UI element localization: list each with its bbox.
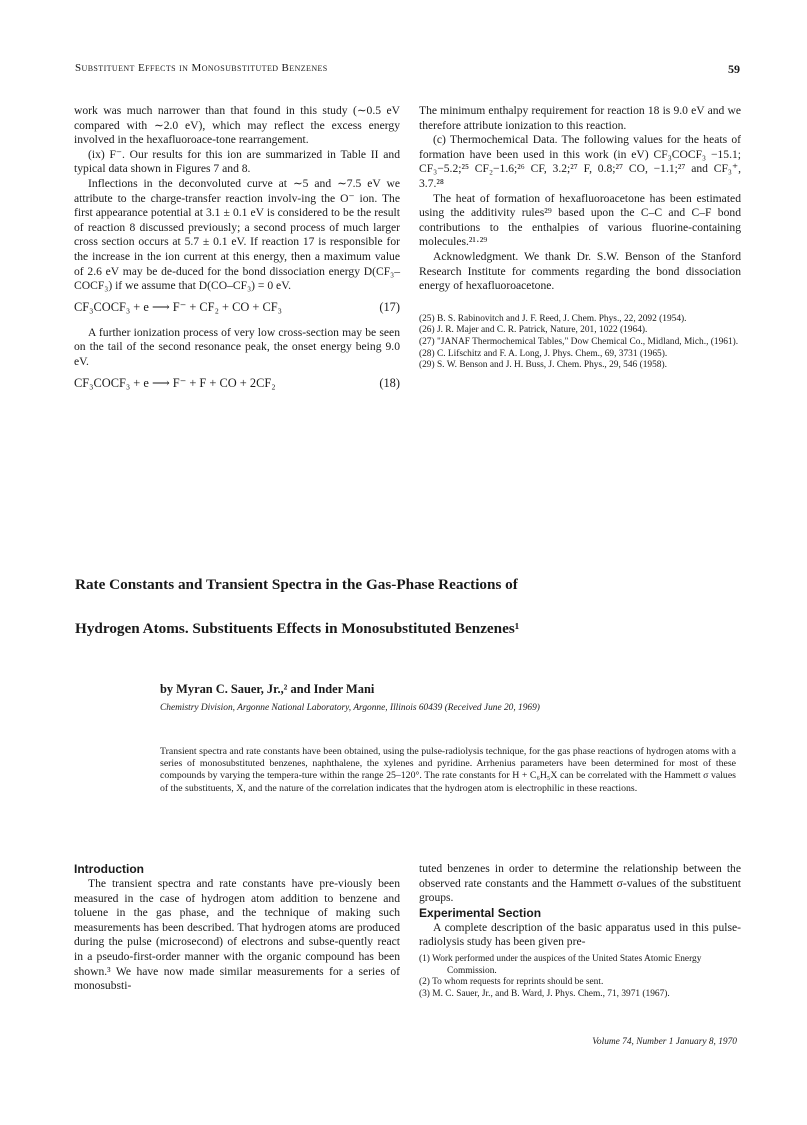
section-heading-experimental: Experimental Section bbox=[419, 905, 542, 920]
abstract: Transient spectra and rate constants have been obtained, using the pulse-radiolysis technique, for the gas phase reactions of hydrogen atoms with a series of monosubstituted benzenes, naphthalene, the xylenes and pyridine. Arrhenius parameters have been determined for most of these compounds by varying the tempera-ture within the range 25–120°. The rate constants for H + C₆H₅X can be correlated with the Hammett σ values of the substituents, X, and the nature of the correlation indicates that the hydrogen atom is electrophilic in these reactions. bbox=[160, 746, 736, 794]
top-right-column bbox=[419, 104, 741, 372]
acknowledgment: Acknowledgment. We thank Dr. S.W. Benson of the Stanford Research Institute for comments regarding the bond dissociation energy of hexafluoroacetone. bbox=[419, 249, 741, 293]
running-title: Substituent Effects in Monosubstituted Benzenes bbox=[75, 62, 328, 74]
bottom-left-column bbox=[74, 862, 400, 994]
authors: by Myran C. Sauer, Jr.,² and Inder Mani bbox=[160, 682, 375, 696]
running-header bbox=[75, 62, 740, 78]
footnotes-bottom bbox=[419, 954, 741, 1000]
footnote: (26) J. R. Majer and C. R. Patrick, Nature, 201, 1022 (1964). bbox=[419, 325, 648, 336]
page-number: 59 bbox=[728, 62, 740, 76]
title-line: Hydrogen Atoms. Substituents Effects in Monosubstituted Benzenes¹ bbox=[75, 620, 520, 637]
paragraph: work was much narrower than that found in this study (∼0.5 eV compared with ∼2.0 eV), which may reflect the excess energy involved in the hexafluoroace-tone rearrangement. bbox=[74, 104, 400, 147]
equation-text: CF₃COCF₃ + e ⟶ F⁻ + CF₂ + CO + CF₃ bbox=[74, 299, 282, 314]
footnote: (3) M. C. Sauer, Jr., and B. Ward, J. Phys. Chem., 71, 3971 (1967). bbox=[419, 988, 670, 999]
paragraph: (c) Thermochemical Data. The following values for the heats of formation have been used in this work (in eV) CF₃COCF₃ −15.1; CF₃−5.2;²⁵ CF₂−1.6;²⁶ CF, 3.2;²⁷ F, 0.8;²⁷ CO, −1.1;²⁷ and CF₃⁺, 3.7.²⁸ bbox=[419, 133, 741, 190]
footnote: (28) C. Lifschitz and F. A. Long, J. Phys. Chem., 69, 3731 (1965). bbox=[419, 348, 668, 359]
title-line: Rate Constants and Transient Spectra in the Gas-Phase Reactions of bbox=[75, 576, 518, 593]
bottom-right-column bbox=[419, 862, 741, 1000]
article-title bbox=[75, 575, 745, 639]
paragraph: The minimum enthalpy requirement for reaction 18 is 9.0 eV and we therefore attribute ionization to this reaction. bbox=[419, 104, 741, 132]
equation-number: (18) bbox=[379, 375, 400, 390]
equation-18 bbox=[74, 376, 400, 394]
equation-17 bbox=[74, 300, 400, 318]
footnote: (1) Work performed under the auspices of the United States Atomic Energy Commission. bbox=[419, 953, 702, 976]
footnote: (25) B. S. Rabinovitch and J. F. Reed, J. Chem. Phys., 22, 2092 (1954). bbox=[419, 313, 687, 324]
journal-issue-footer: Volume 74, Number 1 January 8, 1970 bbox=[592, 1037, 737, 1047]
affiliation: Chemistry Division, Argonne National Laboratory, Argonne, Illinois 60439 (Received June 20, 1969) bbox=[160, 703, 540, 713]
paragraph: A further ionization process of very low cross-section may be seen on the tail of the second resonance peak, the onset energy being 9.0 eV. bbox=[74, 325, 400, 368]
footnotes-top bbox=[419, 314, 741, 372]
footnote: (29) S. W. Benson and J. H. Buss, J. Chem. Phys., 29, 546 (1958). bbox=[419, 360, 667, 371]
paragraph: tuted benzenes in order to determine the relationship between the observed rate constants and the Hammett σ-values of the substituent groups. bbox=[419, 862, 741, 905]
top-left-column bbox=[74, 104, 400, 402]
footnote: (2) To whom requests for reprints should be sent. bbox=[419, 977, 604, 988]
section-heading-introduction: Introduction bbox=[74, 862, 144, 876]
equation-number: (17) bbox=[379, 299, 400, 314]
equation-text: CF₃COCF₃ + e ⟶ F⁻ + F + CO + 2CF₂ bbox=[74, 375, 276, 390]
paragraph: The heat of formation of hexafluoroacetone has been estimated using the additivity rules²⁹ based upon the C–C and C–F bond contributions to the enthalpies of various fluorine-containing molecules.²¹·²⁹ bbox=[419, 191, 741, 249]
paragraph: (ix) F⁻. Our results for this ion are summarized in Table II and typical data shown in Figures 7 and 8. bbox=[74, 147, 400, 176]
footnote: (27) "JANAF Thermochemical Tables," Dow Chemical Co., Midland, Mich., (1961). bbox=[419, 336, 739, 347]
paragraph: The transient spectra and rate constants have pre-viously been measured in the case of hydrogen atom addition to benzene and toluene in the gas phase, and the technique of making such measurements has been described. That hydrogen atoms are produced during the pulse (microsecond) of electrons and subse-quently react in a pseudo-first-order manner with the organic compound has been shown.³ We have now made similar measurements for a series of monosubsti- bbox=[74, 877, 400, 993]
paragraph: A complete description of the basic apparatus used in this pulse-radiolysis study has been given pre- bbox=[419, 920, 741, 949]
paragraph: Inflections in the deconvoluted curve at ∼5 and ∼7.5 eV we attribute to the charge-transfer reaction involv-ing the O⁻ ion. The first appearance potential at 3.1 ± 0.1 eV is considered to be the result of reaction 8 discussed previously; a second process of much larger cross section occurs at 5.7 ± 0.1 eV. If reaction 17 is responsible for the increase in the ion current at this energy, then a maximum value of 2.6 eV may be de-duced for the bond dissociation energy D(CF₃–COCF₃) if we assume that D(CO–CF₃) = 0 eV. bbox=[74, 176, 400, 293]
